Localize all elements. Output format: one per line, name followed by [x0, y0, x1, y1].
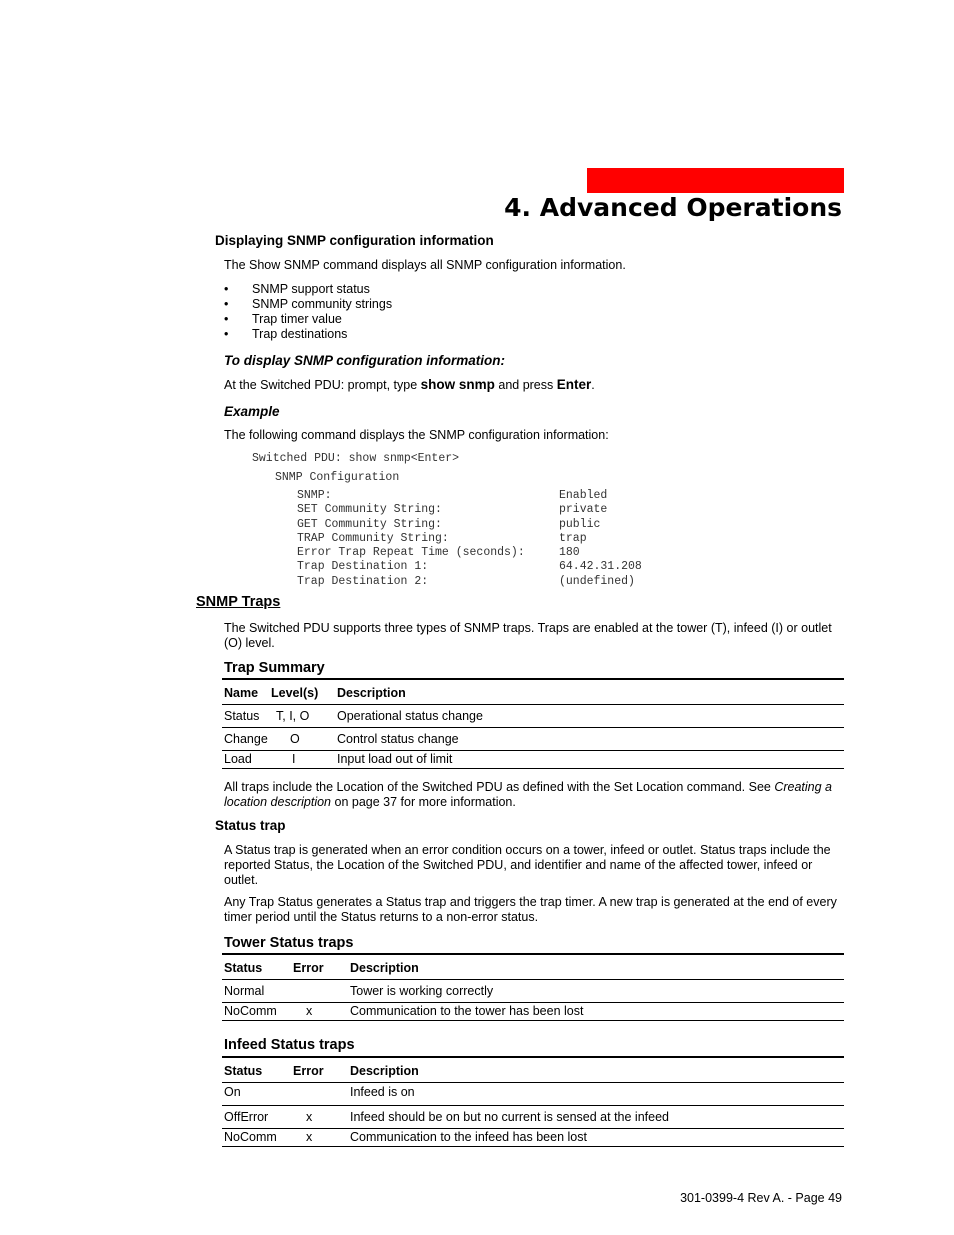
- config-value: 180: [559, 546, 580, 560]
- config-key: SET Community String:: [297, 503, 442, 517]
- table-cell: Communication to the infeed has been lost: [350, 1130, 587, 1144]
- table-cell: Operational status change: [337, 709, 483, 723]
- table-header-row: [222, 1058, 844, 1083]
- config-key: Trap Destination 2:: [297, 574, 429, 588]
- config-key: SNMP:: [297, 489, 332, 502]
- column-header: Status: [224, 961, 263, 975]
- table-row: [222, 980, 844, 1003]
- section-heading-display-snmp: Displaying SNMP configuration information: [215, 233, 494, 248]
- table-cell: OffError: [224, 1110, 269, 1124]
- column-header: Description: [337, 686, 406, 700]
- command-show-snmp: show snmp: [420, 377, 495, 392]
- table-cell: On: [224, 1085, 241, 1099]
- trap-summary-table: [222, 678, 844, 769]
- column-header: Error: [293, 1064, 324, 1078]
- config-key: Trap Destination 1:: [297, 560, 429, 574]
- note-post: on page 37 for more information.: [331, 795, 516, 809]
- cli-prompt: Switched PDU: show snmp<Enter>: [252, 452, 460, 465]
- example-intro: The following command displays the SNMP configuration information:: [224, 428, 609, 442]
- config-value: 64.42.31.208: [559, 560, 642, 574]
- cli-header: SNMP Configuration: [275, 471, 400, 484]
- chapter-accent-bar: [587, 168, 844, 193]
- table-cell: Normal: [224, 984, 265, 998]
- procedure-end: .: [591, 378, 595, 392]
- config-key: Error Trap Repeat Time (seconds):: [297, 546, 525, 560]
- table-cell: Communication to the tower has been lost: [350, 1004, 584, 1018]
- list-item: • SNMP support status: [224, 282, 392, 297]
- table-cell: NoComm: [224, 1130, 277, 1144]
- table-cell: T, I, O: [276, 709, 310, 723]
- table-cell: x: [306, 1004, 313, 1018]
- column-header: Error: [293, 961, 324, 975]
- trap-summary-title: Trap Summary: [224, 660, 325, 676]
- table-cell: Tower is working correctly: [350, 984, 494, 998]
- example-heading: Example: [224, 404, 280, 419]
- table-header-row: [222, 955, 844, 980]
- table-cell: Input load out of limit: [337, 752, 453, 766]
- column-header: Status: [224, 1064, 263, 1078]
- table-cell: I: [292, 752, 296, 766]
- status-trap-heading: Status trap: [215, 818, 286, 833]
- table-cell: x: [306, 1110, 313, 1124]
- table-cell: O: [290, 732, 300, 746]
- config-value: Enabled: [559, 489, 608, 502]
- table-row: [222, 1083, 844, 1106]
- table-row: [222, 728, 844, 751]
- table-header-row: [222, 680, 844, 705]
- config-key: TRAP Community String:: [297, 531, 449, 545]
- table-cell: Change: [224, 732, 268, 746]
- infeed-status-title: Infeed Status traps: [224, 1037, 355, 1053]
- column-header: Level(s): [271, 686, 319, 700]
- table-cell: Infeed is on: [350, 1085, 415, 1099]
- config-value: (undefined): [559, 574, 635, 588]
- table-row: [222, 1003, 844, 1021]
- table-cell: Status: [224, 709, 260, 723]
- config-key: GET Community String:: [297, 517, 442, 531]
- table-cell: Load: [224, 752, 252, 766]
- trap-summary-note: [224, 780, 840, 810]
- bullet-list: [224, 282, 392, 342]
- status-trap-para2: Any Trap Status generates a Status trap and triggers the trap timer. A new trap is generated at the end of every timer period until the Status returns to a non-error status.: [224, 895, 837, 924]
- list-item: • Trap timer value: [224, 312, 392, 327]
- tower-status-title: Tower Status traps: [224, 935, 354, 951]
- table-cell: x: [306, 1130, 313, 1144]
- procedure-text: [224, 377, 595, 393]
- column-header: Name: [224, 686, 259, 700]
- note-pre: All traps include the Location of the Switched PDU as defined with the Set Location command. See: [224, 780, 775, 794]
- tower-status-table: [222, 953, 844, 1021]
- column-header: Description: [350, 1064, 419, 1078]
- column-header: Description: [350, 961, 419, 975]
- section-intro: The Show SNMP command displays all SNMP configuration information.: [224, 258, 626, 272]
- infeed-status-table: [222, 1056, 844, 1147]
- snmp-traps-intro: The Switched PDU supports three types of SNMP traps. Traps are enabled at the tower (T), infeed (I) or outlet (O) level.: [224, 621, 832, 650]
- chapter-title: 4. Advanced Operations: [504, 193, 842, 222]
- list-item: • SNMP community strings: [224, 297, 392, 312]
- table-row: [222, 1129, 844, 1147]
- table-cell: Infeed should be on but no current is sensed at the infeed: [350, 1110, 669, 1124]
- config-value: trap: [559, 531, 587, 545]
- config-value: public: [559, 517, 601, 531]
- table-row: [222, 751, 844, 769]
- table-cell: Control status change: [337, 732, 459, 746]
- page-footer: 301-0399-4 Rev A. - Page 49: [680, 1191, 842, 1205]
- procedure-pre: At the Switched PDU: prompt, type: [224, 378, 421, 392]
- table-row: [222, 1106, 844, 1129]
- section-heading-snmp-traps: SNMP Traps: [196, 594, 281, 610]
- procedure-heading: To display SNMP configuration information:: [224, 353, 505, 368]
- cross-reference: Creating a location description: [224, 780, 833, 809]
- table-cell: NoComm: [224, 1004, 277, 1018]
- list-item: • Trap destinations: [224, 327, 392, 342]
- config-value: private: [559, 503, 608, 517]
- procedure-mid: and press: [494, 378, 557, 392]
- key-enter: Enter: [556, 377, 592, 392]
- status-trap-para1: A Status trap is generated when an error condition occurs on a tower, infeed or outlet. Status traps include the reported Status, the Location of the Switched PDU, and identifier and name of the affected tower, infeed or outlet.: [224, 843, 831, 887]
- table-row: [222, 705, 844, 728]
